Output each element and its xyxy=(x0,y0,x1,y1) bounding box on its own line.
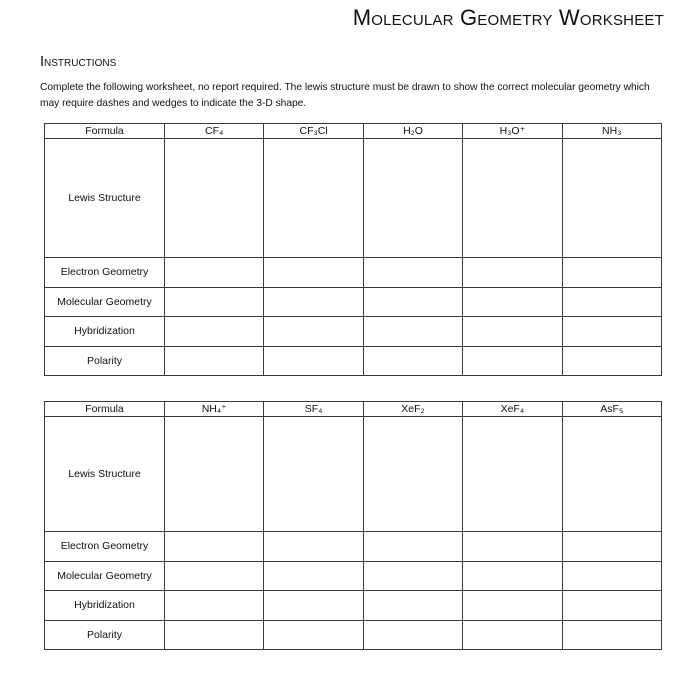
instructions-heading: Instructions xyxy=(40,54,117,70)
answer-cell[interactable] xyxy=(165,139,264,258)
row-label-electron: Electron Geometry xyxy=(45,258,165,288)
answer-cell[interactable] xyxy=(363,317,462,347)
answer-cell[interactable] xyxy=(264,532,363,562)
answer-cell[interactable] xyxy=(165,287,264,317)
answer-cell[interactable] xyxy=(562,591,661,621)
row-label-molecular: Molecular Geometry xyxy=(45,287,165,317)
answer-cell[interactable] xyxy=(562,620,661,650)
answer-cell[interactable] xyxy=(363,139,462,258)
formula-header: AsF₅ xyxy=(562,402,661,417)
row-label-molecular: Molecular Geometry xyxy=(45,561,165,591)
row-label-hybridization: Hybridization xyxy=(45,317,165,347)
answer-cell[interactable] xyxy=(264,139,363,258)
answer-cell[interactable] xyxy=(562,258,661,288)
hybridization-row xyxy=(45,317,662,347)
formula-header: XeF₄ xyxy=(463,402,562,417)
molecular-geometry-row xyxy=(45,561,662,591)
answer-cell[interactable] xyxy=(463,591,562,621)
formula-header: NH₄⁺ xyxy=(165,402,264,417)
row-label-electron: Electron Geometry xyxy=(45,532,165,562)
answer-cell[interactable] xyxy=(264,317,363,347)
worksheet-table-1 xyxy=(44,123,662,376)
row-label-formula: Formula xyxy=(45,124,165,139)
formula-header: NH₃ xyxy=(562,124,661,139)
electron-geometry-row xyxy=(45,532,662,562)
formula-row xyxy=(45,124,662,139)
answer-cell[interactable] xyxy=(264,591,363,621)
answer-cell[interactable] xyxy=(264,287,363,317)
formula-header: XeF₂ xyxy=(363,402,462,417)
formula-header: CF₄ xyxy=(165,124,264,139)
answer-cell[interactable] xyxy=(463,620,562,650)
answer-cell[interactable] xyxy=(165,346,264,376)
answer-cell[interactable] xyxy=(562,532,661,562)
hybridization-row xyxy=(45,591,662,621)
formula-row xyxy=(45,402,662,417)
answer-cell[interactable] xyxy=(463,317,562,347)
polarity-row xyxy=(45,346,662,376)
formula-header: CF₃Cl xyxy=(264,124,363,139)
answer-cell[interactable] xyxy=(463,139,562,258)
answer-cell[interactable] xyxy=(562,561,661,591)
row-label-polarity: Polarity xyxy=(45,620,165,650)
answer-cell[interactable] xyxy=(463,561,562,591)
answer-cell[interactable] xyxy=(463,532,562,562)
answer-cell[interactable] xyxy=(264,346,363,376)
electron-geometry-row xyxy=(45,258,662,288)
answer-cell[interactable] xyxy=(463,258,562,288)
row-label-formula: Formula xyxy=(45,402,165,417)
answer-cell[interactable] xyxy=(562,139,661,258)
row-label-polarity: Polarity xyxy=(45,346,165,376)
formula-header: H₂O xyxy=(363,124,462,139)
answer-cell[interactable] xyxy=(363,287,462,317)
formula-header: SF₄ xyxy=(264,402,363,417)
lewis-structure-row xyxy=(45,417,662,532)
formula-header: H₃O⁺ xyxy=(463,124,562,139)
answer-cell[interactable] xyxy=(165,620,264,650)
answer-cell[interactable] xyxy=(264,561,363,591)
polarity-row xyxy=(45,620,662,650)
answer-cell[interactable] xyxy=(165,591,264,621)
answer-cell[interactable] xyxy=(264,620,363,650)
answer-cell[interactable] xyxy=(363,346,462,376)
answer-cell[interactable] xyxy=(562,317,661,347)
answer-cell[interactable] xyxy=(562,417,661,532)
worksheet-title: Molecular Geometry Worksheet xyxy=(352,5,664,30)
answer-cell[interactable] xyxy=(562,287,661,317)
answer-cell[interactable] xyxy=(264,258,363,288)
answer-cell[interactable] xyxy=(363,417,462,532)
answer-cell[interactable] xyxy=(463,287,562,317)
answer-cell[interactable] xyxy=(264,417,363,532)
answer-cell[interactable] xyxy=(165,532,264,562)
row-label-lewis: Lewis Structure xyxy=(45,139,165,258)
answer-cell[interactable] xyxy=(165,561,264,591)
answer-cell[interactable] xyxy=(165,258,264,288)
answer-cell[interactable] xyxy=(165,317,264,347)
answer-cell[interactable] xyxy=(363,620,462,650)
answer-cell[interactable] xyxy=(363,591,462,621)
instructions-text: Complete the following worksheet, no report required. The lewis structure must be drawn to show the correct molecular geometry which may require dashes and wedges to indicate the 3-D shape. xyxy=(40,82,650,109)
answer-cell[interactable] xyxy=(463,417,562,532)
molecular-geometry-row xyxy=(45,287,662,317)
answer-cell[interactable] xyxy=(363,258,462,288)
row-label-hybridization: Hybridization xyxy=(45,591,165,621)
answer-cell[interactable] xyxy=(363,532,462,562)
answer-cell[interactable] xyxy=(463,346,562,376)
answer-cell[interactable] xyxy=(165,417,264,532)
worksheet-table-2 xyxy=(44,401,662,650)
answer-cell[interactable] xyxy=(363,561,462,591)
row-label-lewis: Lewis Structure xyxy=(45,417,165,532)
answer-cell[interactable] xyxy=(562,346,661,376)
lewis-structure-row xyxy=(45,139,662,258)
